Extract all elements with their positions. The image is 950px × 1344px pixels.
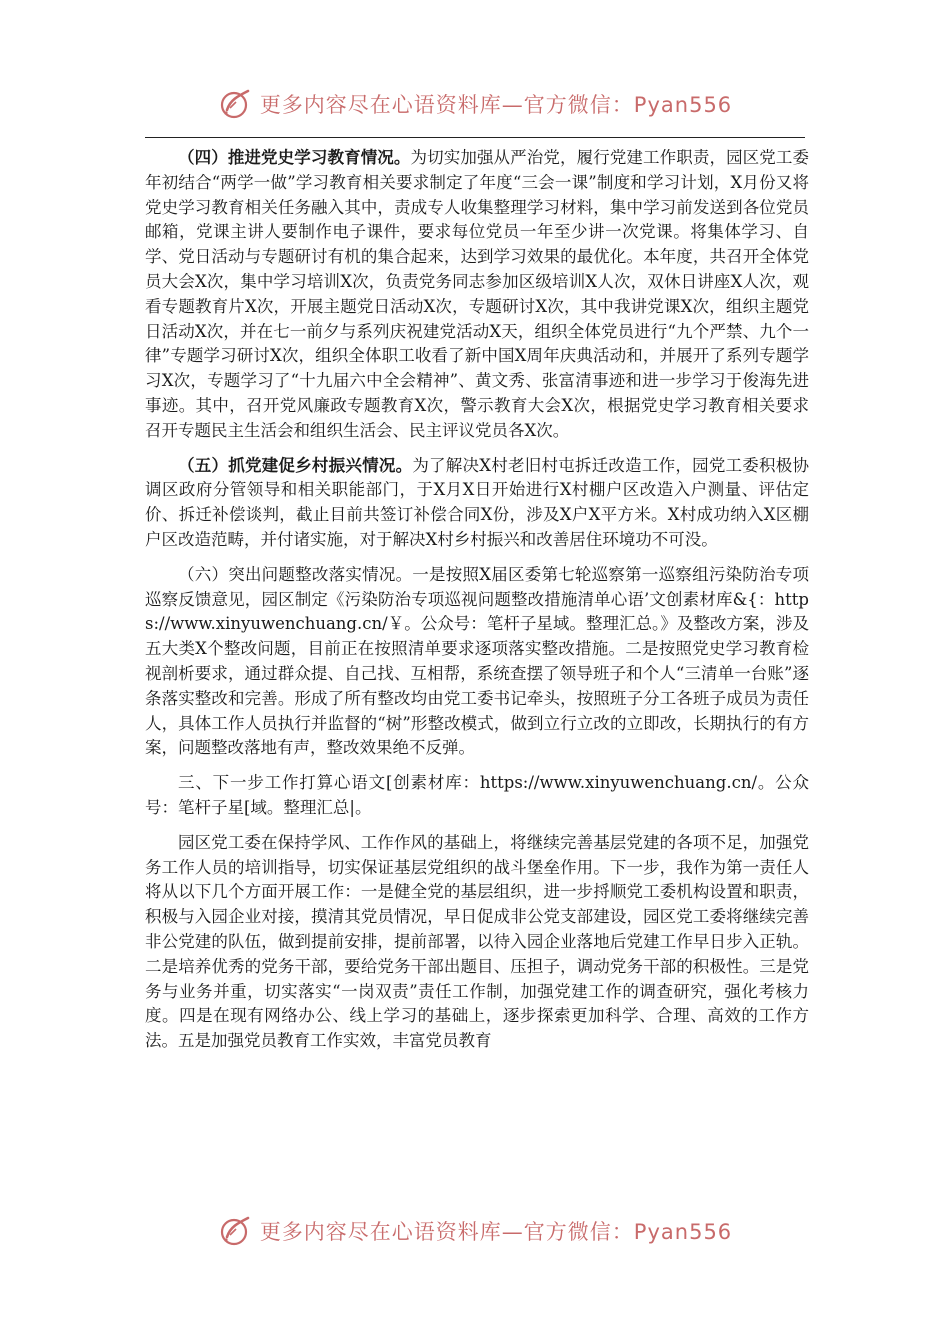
pen-logo-icon <box>218 86 254 122</box>
paragraph-text: 三、下一步工作打算心语文[创素材库：https://www.xinyuwenchuang.cn/。公众号：笔杆子星[域。整理汇总|。 <box>145 773 809 817</box>
paragraph-text: 为切实加强从严治党，履行党建工作职责，园区党工委年初结合“两学一做”学习教育相关要求制定了年度“三会一课”制度和学习计划，X月份又将党史学习教育相关任务融入其中，责成专人收集整理学习材料，集中学习前发送到各位党员邮箱，党课主讲人要制作电子课件，要求每位党员一年至少讲一次党课。将集体学习、自学、党日活动与专题研讨有机的集合起来，达到学习效果的最优化。本年度，共召开全体党员大会X次，集中学习培训X次，负责党务同志参加区级培训X人次，双休日讲座X人次，观看专题教育片X次，开展主题党日活动X次，专题研讨X次，其中我讲党课X次，组织主题党日活动X次，并在七一前夕与系列庆祝建党活动X天，组织全体党员进行“九个严禁、九个一律”专题学习研讨X次，组织全体职工收看了新中国X周年庆典活动和，并展开了系列专题学习X次，专题学习了“十九届六中全会精神”、黄文秀、张富清事迹和进一步学习于俊海先进事迹。其中，召开党风廉政专题教育X次，警示教育大会X次，根据党史学习教育相关要求召开专题民主生活会和组织生活会、民主评议党员各X次。 <box>145 148 810 440</box>
watermark-banner-bottom <box>0 1211 950 1251</box>
paragraph-text: 园区党工委在保持学风、工作作风的基础上，将继续完善基层党建的各项不足，加强党务工作人员的培训指导，切实保证基层党组织的战斗堡垒作用。下一步，我作为第一责任人将从以下几个方面开展工作：一是健全党的基层组织，进一步捋顺党工委机构设置和职责，积极与入园企业对接，摸清其党员情况，早日促成非公党支部建设，园区党工委将继续完善非公党建的队伍，做到提前安排，提前部署，以待入园企业落地后党建工作早日步入正轨。二是培养优秀的党务干部，要给党务干部出题目、压担子，调动党务干部的积极性。三是党务与业务并重，切实落实“一岗双责”责任工作制，加强党建工作的调查研究，强化考核力度。四是在现有网络办公、线上学习的基础上，逐步探索更加科学、合理、高效的工作方法。五是加强党员教育工作实效，丰富党员教育 <box>145 832 809 1051</box>
paragraph-next-steps <box>145 831 809 1054</box>
watermark-banner-top <box>0 84 950 124</box>
paragraph-text: 为了解决X村老旧村屯拆迁改造工作，园党工委积极协调区政府分管领导和相关职能部门，于X月X日开始进行X村棚户区改造入户测量、评估定价、拆迁补偿谈判，截止目前共签订补偿合同X份，涉及X户X平方米。X村成功纳入X区棚户区改造范畴，并付诸实施，对于解决X村乡村振兴和改善居住环境功不可没。 <box>145 455 809 549</box>
paragraph-party-history <box>145 146 809 444</box>
header-divider <box>145 137 805 138</box>
watermark-text: 更多内容尽在心语资料库—官方微信：Pyan556 <box>259 1220 733 1244</box>
section-heading-next-steps <box>145 771 809 821</box>
paragraph-text: （六）突出问题整改落实情况。一是按照X届区委第七轮巡察第一巡察组污染防治专项巡察反馈意见，园区制定《污染防治专项巡视问题整改措施清单心语’文创素材库&{：https://www.xinyuwenchuang.cn/￥。公众号：笔杆子星域。整理汇总。》及整改方案，涉及五大类X个整改问题，目前正在按照清单要求逐项落实整改措施。二是按照党史学习教育检视剖析要求，通过群众提、自己找、互相帮，系统查摆了领导班子和个人“三清单一台账”逐条落实整改和完善。形成了所有整改均由党工委书记牵头，按照班子分工各班子成员为责任人，具体工作人员执行并监督的“树”形整改模式，做到立行立改的立即改，长期执行的有方案，问题整改落地有声，整改效果绝不反弹。 <box>145 564 809 758</box>
paragraph-rural-revitalization <box>145 454 809 553</box>
watermark-text: 更多内容尽在心语资料库—官方微信：Pyan556 <box>259 93 733 117</box>
paragraph-heading: （四）推进党史学习教育情况。 <box>178 148 411 167</box>
paragraph-heading: （五）抓党建促乡村振兴情况。 <box>178 455 413 475</box>
document-body <box>145 146 809 1064</box>
pen-logo-icon <box>218 1213 254 1249</box>
paragraph-rectification <box>145 563 809 761</box>
